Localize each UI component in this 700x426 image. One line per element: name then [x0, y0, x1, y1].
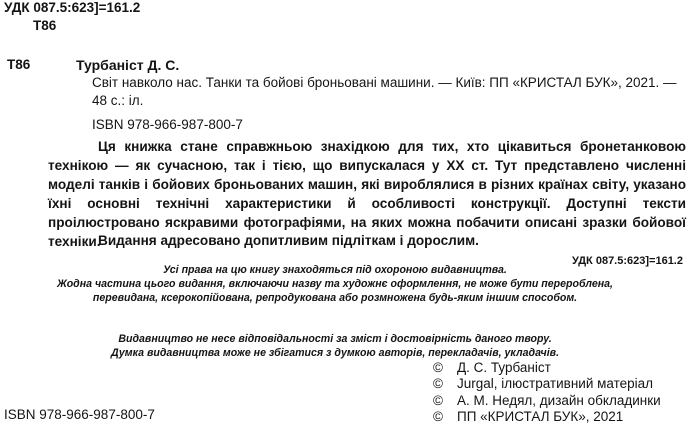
- copyright-holder: Jurgal, ілюстративний матеріал: [457, 376, 654, 392]
- audience-note: Видання адресовано допитливим підліткам і дорослим.: [98, 233, 479, 248]
- copyright-icon: ©: [433, 360, 443, 375]
- rights-line: Жодна частина цього видання, включаючи назву та художнє оформлення, не може бути перероблена,: [57, 278, 613, 290]
- isbn-bottom: ISBN 978-966-987-800-7: [4, 407, 155, 422]
- author-code-header: Т86: [33, 18, 57, 33]
- responsibility-notice: [30, 332, 640, 360]
- bibliographic-description: Світ навколо нас. Танки та бойові броньовані машини. — Київ: ПП «КРИСТАЛ БУК», 2021. —: [92, 75, 677, 90]
- copyright-icon: ©: [433, 392, 443, 408]
- udk-footer: УДК 087.5:623]=161.2: [571, 255, 683, 267]
- copyright-holder: А. М. Недял, дизайн обкладинки: [457, 392, 661, 408]
- responsibility-line: Видавництво не несе відповідальності за зміст і достовірність даного твору.: [118, 333, 552, 345]
- copyright-holder: Д. С. Турбаніст: [457, 360, 551, 375]
- rights-line: Усі права на цю книгу знаходяться під охороною видавництва.: [163, 264, 507, 276]
- page-count: 48 с.: іл.: [92, 93, 144, 108]
- copyright-list: [433, 360, 661, 426]
- copyright-icon: ©: [433, 376, 443, 392]
- rights-line: перевидана, ксерокопійована, репродукована або розмножена будь-яким іншим способом.: [92, 292, 578, 304]
- udk-header: УДК 087.5:623]=161.2: [4, 0, 141, 15]
- isbn-top: ISBN 978-966-987-800-7: [92, 117, 243, 132]
- author-code-side: Т86: [7, 57, 31, 72]
- rights-notice: [30, 263, 640, 305]
- copyright-item: [433, 376, 661, 392]
- author-name: Турбаніст Д. С.: [76, 57, 180, 73]
- copyright-item: [433, 393, 661, 409]
- responsibility-line: Думка видавництва може не збігатися з думкою авторів, перекладачів, укладачів.: [110, 347, 560, 359]
- book-annotation: Ця книжка стане справжньою знахідкою для тих, хто цікавиться бронетанковою технікою — як сучасною, так і тією, що випускалася у ХХ ст. Тут представлено численні моделі танків і бойових броньованих машин, які вироблялися в різних країнах світу, указано їхні основні технічні характеристики й особливості конструкції. Доступні тексти проілюстровано яскравими фотографіями, на яких можна побачити описані зразки бойової техніки.: [48, 139, 686, 249]
- copyright-item: [433, 409, 661, 425]
- copyright-item: [433, 360, 661, 376]
- copyright-icon: ©: [433, 409, 443, 425]
- copyright-holder: ПП «КРИСТАЛ БУК», 2021: [457, 409, 624, 425]
